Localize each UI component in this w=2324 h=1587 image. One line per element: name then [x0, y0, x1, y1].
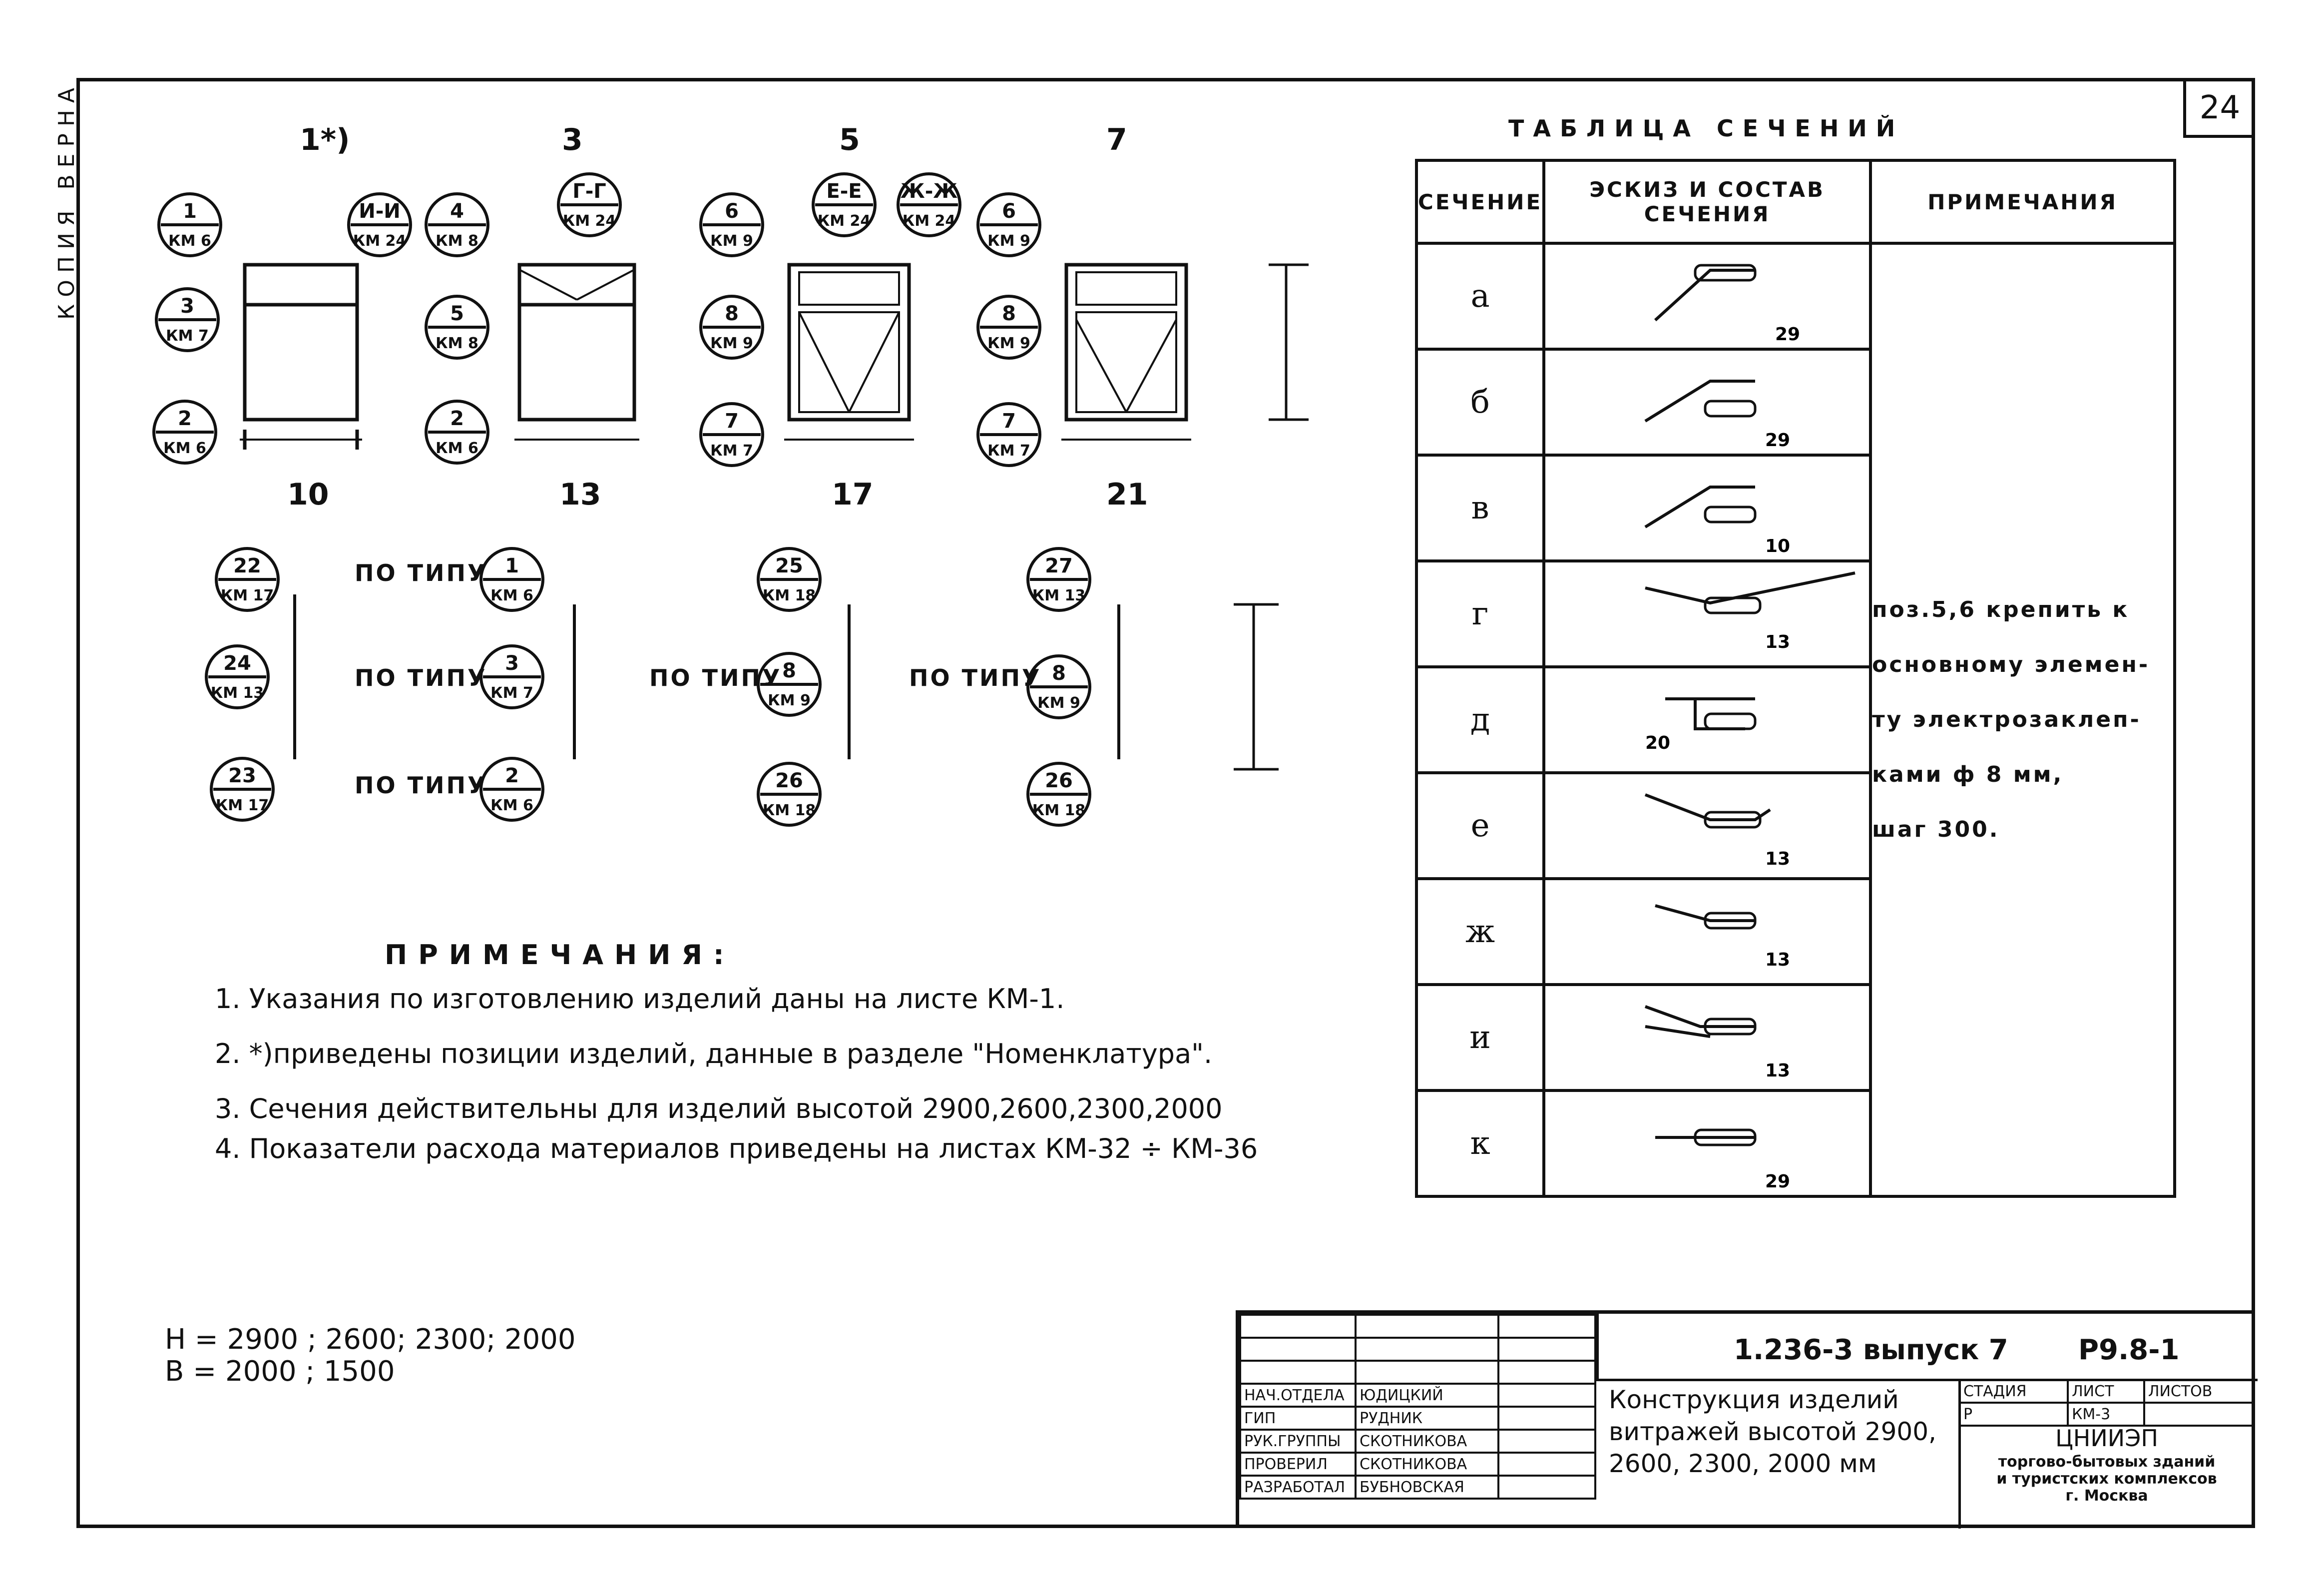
- bubble-number: 2: [450, 407, 464, 430]
- bubble-number: 6: [725, 200, 739, 223]
- notes-header: ПРИМЕЧАНИЯ: [1870, 160, 2175, 243]
- svg-text:29: 29: [1765, 430, 1791, 451]
- reference-bubble: [156, 289, 218, 351]
- doc-code: 1.236-3 выпуск 7: [1734, 1334, 2008, 1366]
- reference-bubble: [349, 194, 411, 256]
- reference-bubble: [426, 296, 488, 358]
- sheet-number: 24: [2183, 81, 2254, 138]
- reference-bubble: [701, 194, 763, 256]
- section-sketch: [1544, 879, 1870, 985]
- reference-bubble: [154, 401, 216, 463]
- section-sketch: [1544, 455, 1870, 561]
- note-item: 4. Показатели расхода материалов приведены на листах КМ-32 ÷ КМ-36: [215, 1133, 1258, 1164]
- bubble-number: 26: [775, 769, 803, 792]
- section-name: и: [1416, 985, 1544, 1090]
- svg-text:13: 13: [1765, 849, 1791, 869]
- bubble-number: 8: [1002, 302, 1016, 325]
- reference-bubble: [206, 646, 268, 708]
- reference-bubble: [813, 174, 875, 236]
- bubble-sheet: КМ 24: [353, 232, 407, 250]
- bubble-number: Е-Е: [826, 180, 862, 203]
- bubble-number: 8: [1052, 662, 1066, 685]
- bubble-number: И-И: [359, 200, 401, 223]
- note-item: 3. Сечения действительны для изделий высотой 2900,2600,2300,2000: [215, 1093, 1223, 1124]
- bubble-sheet: КМ 18: [762, 802, 816, 819]
- reference-bubble: [701, 296, 763, 358]
- bubble-sheet: КМ 6: [490, 587, 533, 604]
- reference-bubble: [426, 194, 488, 256]
- svg-text:10: 10: [1765, 536, 1791, 556]
- bubble-number: 22: [233, 554, 261, 577]
- frame-label-1: 1*): [300, 122, 350, 157]
- section-sketch: [1544, 773, 1870, 879]
- reference-bubble: [1028, 548, 1090, 610]
- drawing-title: Конструкция изделий витражей высотой 2900, 2600, 2300, 2000 мм: [1609, 1385, 1936, 1478]
- svg-text:29: 29: [1765, 1171, 1791, 1192]
- bubble-number: 6: [1002, 200, 1016, 223]
- bubble-sheet: КМ 7: [490, 684, 533, 702]
- bubble-sheet: КМ 7: [710, 442, 753, 460]
- po-tipu-1: ПО ТИПУ: [355, 559, 487, 586]
- bubble-sheet: КМ 9: [987, 335, 1030, 352]
- stage-table: СТАДИЯ ЛИСТ ЛИСТОВ Р КМ-3: [1958, 1379, 2255, 1427]
- section-name: в: [1416, 455, 1544, 561]
- bubble-sheet: КМ 24: [817, 212, 871, 230]
- series-code: Р9.8-1: [2078, 1334, 2180, 1366]
- frame-label-7: 7: [1106, 122, 1127, 157]
- notes-title: ПРИМЕЧАНИЯ:: [385, 939, 735, 971]
- bubble-number: 1: [505, 554, 519, 577]
- section-name: к: [1416, 1090, 1544, 1196]
- bubble-number: 2: [178, 407, 192, 430]
- reference-bubble: [159, 194, 221, 256]
- section-sketch: [1544, 985, 1870, 1090]
- bubble-number: Г-Г: [572, 180, 606, 203]
- reference-bubble: [758, 548, 820, 610]
- bubble-sheet: КМ 7: [987, 442, 1030, 460]
- section-name: д: [1416, 667, 1544, 773]
- bubble-sheet: КМ 9: [987, 232, 1030, 250]
- reference-bubble: [211, 758, 273, 820]
- note-item: 2. *)приведены позиции изделий, данные в разделе "Номенклатура".: [215, 1038, 1213, 1069]
- frame-label-17: 17: [832, 477, 874, 512]
- section-sketch: [1544, 243, 1870, 349]
- bubble-sheet: КМ 6: [436, 440, 478, 457]
- bubble-sheet: КМ 9: [1037, 694, 1080, 712]
- reference-bubble: [426, 401, 488, 463]
- bubble-sheet: КМ 6: [163, 440, 206, 457]
- bubble-sheet: КМ 18: [762, 587, 816, 604]
- po-tipu-5: ПО ТИПУ: [909, 664, 1042, 691]
- bubble-sheet: КМ 9: [710, 335, 753, 352]
- po-tipu-2: ПО ТИПУ: [355, 664, 487, 691]
- notes-list: [215, 979, 1258, 1169]
- dimension-h: Н = 2900 ; 2600; 2300; 2000: [165, 1323, 576, 1356]
- svg-text:20: 20: [1645, 733, 1671, 753]
- bubble-sheet: КМ 13: [210, 684, 264, 702]
- po-tipu-3: ПО ТИПУ: [355, 772, 487, 799]
- bubble-sheet: КМ 8: [436, 335, 478, 352]
- reference-bubble: [558, 174, 620, 236]
- reference-bubble: [481, 548, 543, 610]
- section-sketch: [1544, 349, 1870, 455]
- bubble-number: 1: [183, 200, 197, 223]
- bubble-number: 3: [505, 652, 519, 675]
- bubble-sheet: КМ 13: [1032, 587, 1086, 604]
- title-block: [1236, 1310, 2255, 1528]
- section-table: [1415, 159, 2176, 1198]
- bubble-number: 8: [725, 302, 739, 325]
- section-header: СЕЧЕНИЕ: [1416, 160, 1544, 243]
- org-name: ЦНИИЭП: [2055, 1425, 2158, 1452]
- bubble-number: Ж-Ж: [900, 180, 958, 203]
- reference-bubble: [978, 296, 1040, 358]
- bubble-number: 4: [450, 200, 464, 223]
- section-sketch: [1544, 667, 1870, 773]
- bubble-sheet: КМ 6: [168, 232, 211, 250]
- svg-text:29: 29: [1775, 324, 1801, 345]
- bubble-sheet: КМ 18: [1032, 802, 1086, 819]
- frame-label-5: 5: [839, 122, 860, 157]
- bubble-number: 3: [180, 295, 194, 318]
- section-name: г: [1416, 561, 1544, 667]
- frame-label-3: 3: [562, 122, 583, 157]
- dimension-b: В = 2000 ; 1500: [165, 1355, 395, 1388]
- sketch-header: ЭСКИЗ И СОСТАВ СЕЧЕНИЯ: [1544, 160, 1870, 243]
- section-sketch: [1544, 561, 1870, 667]
- section-name: а: [1416, 243, 1544, 349]
- bubble-number: 24: [223, 652, 251, 675]
- bubble-number: 5: [450, 302, 464, 325]
- bubble-number: 7: [725, 410, 739, 433]
- dimension-list: [165, 1324, 576, 1388]
- reference-bubble: [481, 758, 543, 820]
- reference-bubble: [758, 763, 820, 825]
- section-notes: поз.5,6 крепить к основному элемен- ту электрозаклеп- ками ф 8 мм, шаг 300.: [1870, 243, 2175, 1196]
- bubble-sheet: КМ 8: [436, 232, 478, 250]
- bubble-number: 8: [782, 659, 796, 682]
- note-item: 1. Указания по изготовлению изделий даны на листе КМ-1.: [215, 983, 1065, 1015]
- reference-bubble: [898, 174, 960, 236]
- frame-label-13: 13: [559, 477, 601, 512]
- bubble-sheet: КМ 9: [710, 232, 753, 250]
- reference-bubble: [701, 404, 763, 466]
- bubble-sheet: КМ 24: [562, 212, 616, 230]
- reference-bubble: [216, 548, 278, 610]
- svg-text:13: 13: [1765, 1060, 1791, 1081]
- org-lines: торгово-бытовых зданий и туристских комплексов г. Москва: [1996, 1453, 2217, 1505]
- reference-bubble: [978, 194, 1040, 256]
- reference-bubble: [481, 646, 543, 708]
- bubble-sheet: КМ 9: [768, 692, 811, 709]
- frame-label-21: 21: [1106, 477, 1148, 512]
- section-table-title: ТАБЛИЦА СЕЧЕНИЙ: [1508, 115, 1904, 142]
- signatures-table: НАЧ.ОТДЕЛА ЮДИЦКИЙ ГИП РУДНИК РУК.ГРУППЫ СКОТНИКОВА ПРОВЕРИЛ СКОТНИКОВА РАЗРАБОТАЛ БУБНОВСКАЯ: [1239, 1314, 1596, 1500]
- bubble-number: 2: [505, 764, 519, 787]
- section-name: ж: [1416, 879, 1544, 985]
- bubble-number: 26: [1045, 769, 1073, 792]
- reference-bubble: [978, 404, 1040, 466]
- section-name: б: [1416, 349, 1544, 455]
- frame-label-10: 10: [287, 477, 329, 512]
- bubble-number: 25: [775, 554, 803, 577]
- bubble-sheet: КМ 7: [166, 327, 209, 345]
- side-stamp: КОПИЯ ВЕРНА: [54, 80, 79, 320]
- section-sketch: [1544, 1090, 1870, 1196]
- section-name: е: [1416, 773, 1544, 879]
- bubble-sheet: КМ 24: [902, 212, 956, 230]
- svg-text:13: 13: [1765, 950, 1791, 970]
- po-tipu-4: ПО ТИПУ: [649, 664, 782, 691]
- bubble-number: 7: [1002, 410, 1016, 433]
- bubble-number: 23: [228, 764, 256, 787]
- bubble-sheet: КМ 6: [490, 797, 533, 814]
- bubble-number: 27: [1045, 554, 1073, 577]
- reference-bubble: [1028, 763, 1090, 825]
- svg-text:13: 13: [1765, 632, 1791, 652]
- bubble-sheet: КМ 17: [215, 797, 269, 814]
- bubble-sheet: КМ 17: [220, 587, 274, 604]
